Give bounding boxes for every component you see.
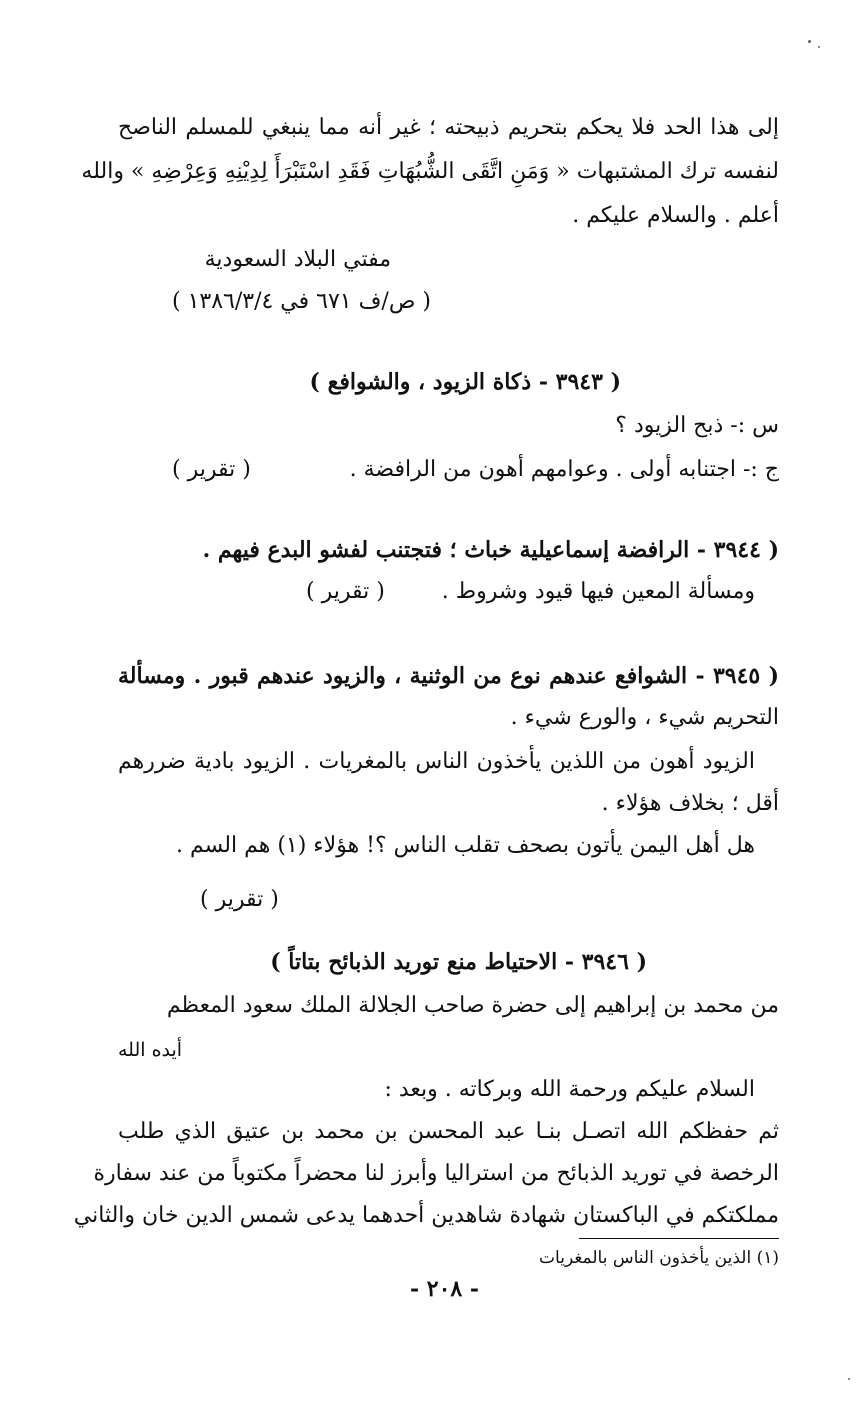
section-heading-3943: ( ٣٩٤٣ - ذكاة الزيود ، والشوافع ) xyxy=(309,369,621,395)
reference-number: ( ص/ف ٦٧١ في ١٣٨٦/٣/٤ ) xyxy=(172,289,431,314)
text-line: من محمد بن إبراهيم إلى حضرة صاحب الجلالة الملك سعود المعظم xyxy=(166,993,779,1018)
text-line: مملكتكم في الباكستان شهادة شاهدين أحدهما يدعى شمس الدين خان والثاني xyxy=(73,1203,779,1228)
source-tag: ( تقرير ) xyxy=(200,887,279,912)
signature-title: مفتي البلاد السعودية xyxy=(204,247,391,272)
source-tag: ( تقرير ) xyxy=(172,457,251,482)
scan-speck xyxy=(818,46,820,48)
question-line: س :- ذبح الزيود ؟ xyxy=(615,413,779,438)
text-line: لنفسه ترك المشتبهات « وَمَنِ اتَّقَى الشُّبُهَاتِ فَقَدِ اسْتَبْرَأَ لِدِيْنِهِ وَعِرْضِهِ » والله xyxy=(81,159,779,184)
answer-line: ج :- اجتنابه أولى . وعوامهم أهون من الرافضة . xyxy=(349,457,779,482)
footnote: (١) الذين يأخذون الناس بالمغريات xyxy=(539,1248,779,1268)
text-line: الرخصة في توريد الذبائح من استراليا وأبرز لنا محضراً مكتوباً من عند سفارة xyxy=(93,1161,779,1186)
text-line: ثم حفظكم الله اتصـل بنـا عبد المحسن بن محمد بن عتيق الذي طلب xyxy=(118,1119,779,1144)
text-line: هل أهل اليمن يأتون بصحف تقلب الناس ؟! هؤلاء (١) هم السم . xyxy=(176,833,755,858)
section-heading-3945: ( ٣٩٤٥ - الشوافع عندهم نوع من الوثنية ، والزيود عندهم قبور . ومسألة xyxy=(118,663,779,689)
scan-speck xyxy=(808,40,811,43)
text-line: أيده الله xyxy=(118,1039,183,1061)
text-line: الزيود أهون من اللذين يأخذون الناس بالمغريات . الزيود بادية ضررهم xyxy=(118,749,755,774)
footnote-separator xyxy=(579,1238,779,1239)
greeting-line: السلام عليكم ورحمة الله وبركاته . وبعد : xyxy=(384,1077,755,1102)
text-line: إلى هذا الحد فلا يحكم بتحريم ذبيحته ؛ غير أنه مما ينبغي للمسلم الناصح xyxy=(118,115,779,140)
scan-speck xyxy=(848,1378,850,1380)
text-line: أقل ؛ بخلاف هؤلاء . xyxy=(601,791,779,816)
section-heading-3946: ( ٣٩٤٦ - الاحتياط منع توريد الذبائح بتاتاً ) xyxy=(270,949,647,975)
text-line: التحريم شيء ، والورع شيء . xyxy=(510,705,779,730)
page-number: - ٢٠٨ - xyxy=(410,1276,480,1302)
source-tag: ( تقرير ) xyxy=(306,579,385,604)
text-line: أعلم . والسلام عليكم . xyxy=(572,203,779,228)
section-heading-3944: ( ٣٩٤٤ - الرافضة إسماعيلية خباث ؛ فتجتنب لفشو البدع فيهم . xyxy=(202,537,779,563)
text-line: ومسألة المعين فيها قيود وشروط . xyxy=(441,579,755,604)
